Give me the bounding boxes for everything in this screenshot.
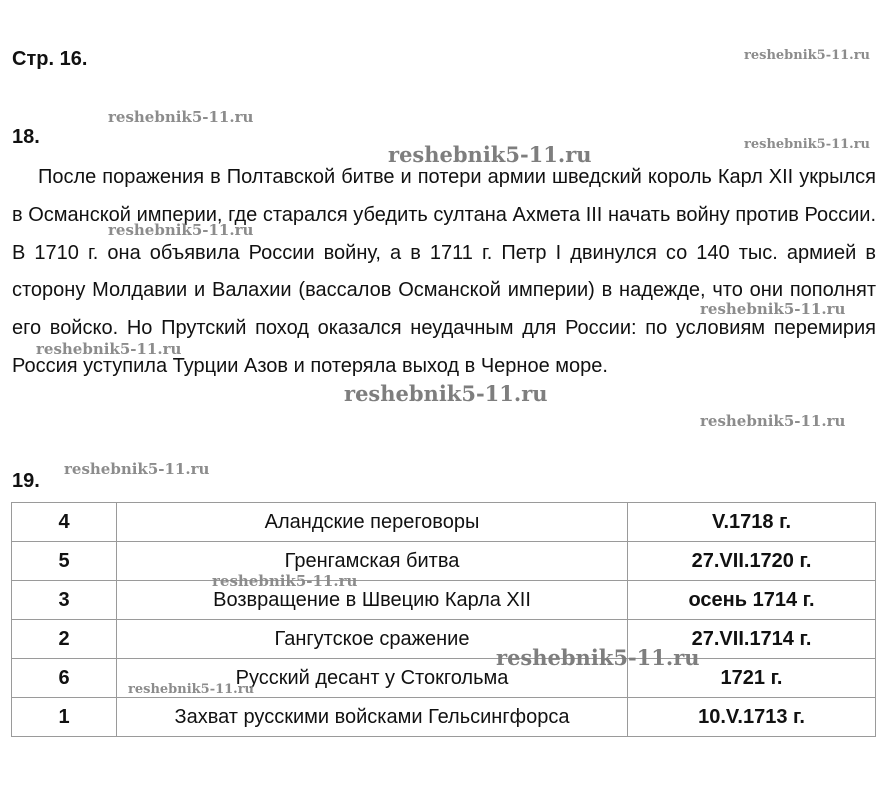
row-order-number: 4 (12, 503, 117, 542)
row-event: Захват русскими войсками Гельсингфорса (117, 698, 628, 737)
table-row (12, 620, 876, 659)
table-row (12, 503, 876, 542)
row-date: осень 1714 г. (628, 581, 876, 620)
row-event: Гангутское сражение (117, 620, 628, 659)
row-event: Русский десант у Стокгольма (117, 659, 628, 698)
row-order-number: 6 (12, 659, 117, 698)
row-date: 27.VII.1714 г. (628, 620, 876, 659)
row-event: Возвращение в Швецию Карла XII (117, 581, 628, 620)
row-order-number: 1 (12, 698, 117, 737)
task-18-number: 18. (12, 126, 40, 148)
watermark: reshebnik5-11.ru (388, 142, 592, 167)
row-date: 1721 г. (628, 659, 876, 698)
watermark: reshebnik5-11.ru (744, 137, 871, 152)
watermark: reshebnik5-11.ru (744, 48, 871, 63)
row-order-number: 3 (12, 581, 117, 620)
watermark: reshebnik5-11.ru (36, 340, 182, 358)
table-row (12, 581, 876, 620)
watermark: reshebnik5-11.ru (700, 300, 846, 318)
task-18-answer-text: После поражения в Полтавской битве и потери армии шведский король Карл XII укрылся в Османской империи, где старался убедить султана Ахмета III начать войну против России. В 1710 г. она объявила России войну, а в 1711 г. Петр I двинулся со 140 тыс. армией в сторону Молдавии и Валахии (вассалов Османской империи) в надежде, что они пополнят его войско. Но Прутский поход оказался неудачным для России: по условиям перемирия Россия уступила Турции Азов и потеряла выход в Черное море. (12, 166, 876, 377)
row-date: 10.V.1713 г. (628, 698, 876, 737)
watermark: reshebnik5-11.ru (212, 572, 358, 590)
watermark: reshebnik5-11.ru (344, 381, 548, 406)
watermark: reshebnik5-11.ru (64, 460, 210, 478)
row-date: V.1718 г. (628, 503, 876, 542)
watermark: reshebnik5-11.ru (496, 645, 700, 670)
chronology-table (11, 502, 876, 737)
table-row (12, 698, 876, 737)
row-order-number: 2 (12, 620, 117, 659)
watermark: reshebnik5-11.ru (108, 108, 254, 126)
watermark: reshebnik5-11.ru (108, 221, 254, 239)
row-event: Гренгамская битва (117, 542, 628, 581)
watermark: reshebnik5-11.ru (128, 682, 255, 697)
page-label: Стр. 16. (12, 48, 88, 70)
row-event: Аландские переговоры (117, 503, 628, 542)
row-order-number: 5 (12, 542, 117, 581)
task-19-number: 19. (12, 470, 40, 492)
row-date: 27.VII.1720 г. (628, 542, 876, 581)
table-row (12, 542, 876, 581)
watermark: reshebnik5-11.ru (700, 412, 846, 430)
